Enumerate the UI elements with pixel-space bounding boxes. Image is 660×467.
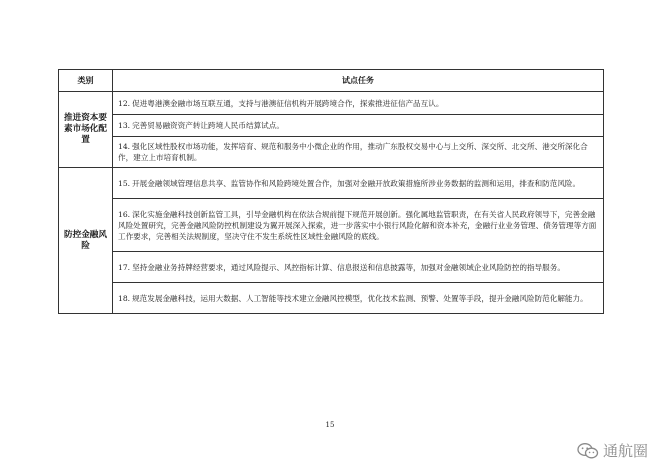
task-number: 17. xyxy=(118,262,131,272)
wechat-icon xyxy=(577,442,599,460)
task-cell xyxy=(113,252,604,283)
task-text: 坚持金融业务持牌经营要求，通过风险提示、风控指标计算、信息报送和信息披露等，加强对金融领域企业风险防控的指导服务。 xyxy=(132,262,565,272)
task-number: 16. xyxy=(118,209,131,219)
task-cell xyxy=(113,168,604,199)
task-text: 开展金融领域管理信息共享、监管协作和风险跨境处置合作，加强对金融开放政策措施所涉业务数据的监测和运用，排查和防范风险。 xyxy=(132,178,581,188)
table-row xyxy=(59,252,604,283)
task-number: 15. xyxy=(118,178,131,188)
task-text: 规范发展金融科技，运用大数据、人工智能等技术建立金融风控模型，优化技术监测、预警、处置等手段，提升金融风险防范化解能力。 xyxy=(132,293,588,303)
table-row xyxy=(59,115,604,137)
policy-table xyxy=(58,69,604,314)
watermark xyxy=(577,440,648,461)
task-number: 12. xyxy=(118,98,131,108)
task-cell xyxy=(113,92,604,115)
header-category: 类别 xyxy=(59,70,113,92)
category-capital-market: 推进资本要素市场化配置 xyxy=(59,92,113,168)
task-number: 18. xyxy=(118,293,131,303)
category-risk-control: 防控金融风险 xyxy=(59,168,113,314)
header-task: 试点任务 xyxy=(113,70,604,92)
watermark-text: 通航圈 xyxy=(602,442,648,460)
table-header-row xyxy=(59,70,604,92)
task-cell xyxy=(113,199,604,252)
table-row xyxy=(59,199,604,252)
task-cell xyxy=(113,283,604,314)
task-text: 深化实施金融科技创新监管工具，引导金融机构在依法合规前提下规范开展创新。强化属地监管职责，在有关省人民政府领导下，完善金融风险处置研究，完善金融风险防控机制建设为翼开展深入探索，进一步落实中小银行风险化解和资本补充，金融行业业务管理、债务管理等方面工作要求，完善相关法规制度，坚决守住不发生系统性区域性金融风险的底线。 xyxy=(118,209,597,241)
task-number: 13. xyxy=(118,121,131,130)
table-row xyxy=(59,137,604,168)
table-row xyxy=(59,168,604,199)
page-number: 15 xyxy=(325,421,335,429)
task-text: 强化区域性股权市场功能，发挥培育、规范和服务中小微企业的作用，推动广东股权交易中心与上交所、深交所、北交所、港交所深化合作，建立上市培育机制。 xyxy=(118,142,588,162)
task-cell xyxy=(113,137,604,168)
task-cell xyxy=(113,115,604,137)
task-text: 促进粤港澳金融市场互联互通，支持与港澳征信机构开展跨境合作，探索推进征信产品互认。 xyxy=(132,98,444,108)
task-number: 14. xyxy=(118,142,131,151)
table-row xyxy=(59,283,604,314)
table-row xyxy=(59,92,604,115)
task-text: 完善贸易融资资产转让跨境人民币结算试点。 xyxy=(132,121,284,130)
